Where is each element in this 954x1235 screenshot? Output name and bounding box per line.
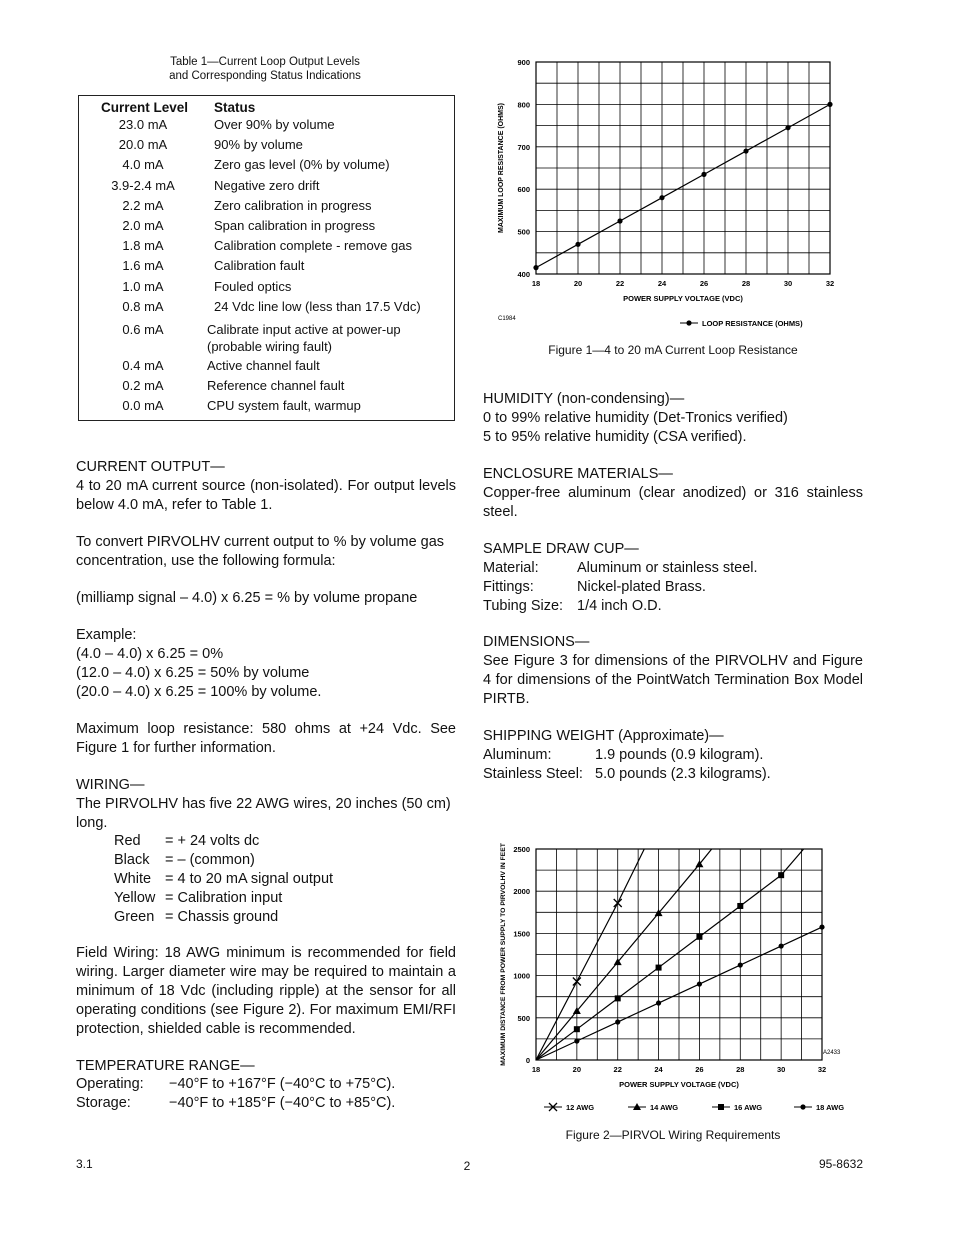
x-axis-label: POWER SUPPLY VOLTAGE (VDC) [619, 1080, 739, 1089]
temp-storage-value: −40°F to +185°F (−40°C to +85°C). [169, 1095, 396, 1111]
current-level-cell: 1.8 mA [122, 238, 164, 253]
data-point [697, 981, 702, 986]
x-tick-label: 22 [613, 1065, 622, 1074]
wire-color: Red [114, 833, 141, 849]
data-point [737, 903, 743, 909]
y-tick-label: 400 [517, 270, 530, 279]
current-level-cell: 20.0 mA [118, 137, 168, 152]
example-heading: Example: [76, 627, 137, 643]
example-3: (20.0 – 4.0) x 6.25 = 100% by volume. [76, 684, 322, 700]
wiring-heading: WIRING— [76, 777, 145, 793]
data-point [743, 148, 748, 153]
formula-text: (milliamp signal – 4.0) x 6.25 = % by volume propane [76, 590, 418, 606]
y-tick-label: 500 [517, 1013, 530, 1023]
example-1: (4.0 – 4.0) x 6.25 = 0% [76, 646, 224, 662]
spec-value: 5.0 pounds (2.3 kilograms). [595, 766, 771, 782]
data-point [827, 102, 832, 107]
status-cell: Span calibration in progress [214, 218, 376, 233]
status-cell: Zero calibration in progress [214, 198, 372, 213]
data-point [738, 962, 743, 967]
x-tick-label: 28 [736, 1065, 745, 1074]
y-tick-label: 2000 [513, 887, 530, 897]
data-point [615, 1019, 620, 1024]
wire-description: = 4 to 20 mA signal output [165, 871, 334, 887]
x-tick-label: 20 [572, 1065, 582, 1074]
current-level-cell: 23.0 mA [118, 117, 168, 132]
spec-label: Fittings: [483, 579, 534, 595]
humidity-line-2: 5 to 95% relative humidity (CSA verified). [483, 429, 747, 445]
footer-page-number: 2 [463, 1159, 471, 1173]
spec-value: 1/4 inch O.D. [577, 598, 662, 614]
current-output-heading: CURRENT OUTPUT— [76, 459, 225, 475]
wire-description: = + 24 volts dc [165, 833, 260, 849]
spec-value: Nickel-plated Brass. [577, 579, 706, 595]
y-axis-label: MAXIMUM DISTANCE FROM POWER SUPPLY TO PIRVOLHV IN FEET [500, 843, 507, 1066]
temp-operating-value: −40°F to +167°F (−40°C to +75°C). [169, 1076, 396, 1092]
data-point [656, 965, 662, 971]
y-tick-label: 0 [525, 1056, 530, 1065]
y-tick-label: 1500 [513, 929, 530, 939]
x-tick-label: 26 [695, 1065, 704, 1074]
spec-label: Tubing Size: [483, 598, 564, 614]
current-level-cell: 2.0 mA [122, 218, 164, 233]
x-tick-label: 18 [531, 279, 541, 288]
temp-storage-label: Storage: [76, 1095, 131, 1111]
dimensions-heading: DIMENSIONS— [483, 634, 590, 650]
status-cell: Calibration complete - remove gas [214, 238, 412, 253]
legend-item [680, 319, 803, 328]
status-cell: Fouled optics [214, 279, 292, 294]
sample-cup-heading: SAMPLE DRAW CUP— [483, 541, 639, 557]
status-cell: Calibrate input active at power-up [207, 322, 401, 337]
x-tick-label: 28 [741, 279, 751, 288]
wire-description: = Chassis ground [165, 909, 279, 925]
humidity-line-1: 0 to 99% relative humidity (Det-Tronics verified) [483, 410, 788, 426]
footer-document-number: 95-8632 [818, 1157, 863, 1171]
y-tick-label: 900 [517, 58, 530, 67]
data-point [574, 1038, 579, 1043]
legend-label: 16 AWG [734, 1103, 763, 1112]
temp-operating-label: Operating: [76, 1076, 144, 1092]
status-cell: CPU system fault, warmup [207, 398, 361, 413]
wire-color: Green [114, 909, 155, 925]
status-cell: Zero gas level (0% by volume) [214, 157, 390, 172]
status-cell: Active channel fault [207, 358, 320, 373]
current-level-cell: 0.4 mA [122, 358, 164, 373]
field-wiring-text: Field Wiring: 18 AWG minimum is recommended for field wiring. Larger diameter wire may be required to maintain a minimum of 18 Vdc (including ripple) at the sensor for all operating conditions (see Figure 2). For maximum EMI/RFI protection, shielded cable is recommended. [76, 945, 456, 1037]
status-cell: Reference channel fault [207, 378, 345, 393]
table1-header-status: Status [214, 100, 256, 115]
shipping-heading: SHIPPING WEIGHT (Approximate)— [483, 728, 724, 744]
chart-grid [536, 62, 830, 274]
y-axis-label: MAXIMUM LOOP RESISTANCE (OHMS) [498, 102, 505, 234]
data-point [778, 872, 784, 878]
wire-color: Yellow [114, 890, 156, 906]
x-tick-label: 30 [783, 279, 793, 288]
status-cell: Over 90% by volume [214, 117, 335, 132]
data-point [785, 125, 790, 130]
max-loop-text: Maximum loop resistance: 580 ohms at +24 Vdc. See Figure 1 for further information. [76, 721, 456, 756]
data-point [617, 218, 622, 223]
y-tick-label: 600 [517, 185, 530, 195]
x-tick-label: 30 [776, 1065, 786, 1074]
footer-revision: 3.1 [76, 1157, 93, 1171]
spec-label: Stainless Steel: [483, 766, 583, 782]
current-level-cell: 1.0 mA [122, 279, 164, 294]
legend-marker [686, 320, 691, 325]
current-level-cell: 0.6 mA [122, 322, 164, 337]
current-level-cell: 0.2 mA [122, 378, 164, 393]
status-cell-continued: (probable wiring fault) [207, 339, 333, 354]
table1-header-level: Current Level [101, 100, 189, 115]
wire-description: = Calibration input [165, 890, 283, 906]
y-tick-label: 2500 [513, 845, 530, 854]
example-2: (12.0 – 4.0) x 6.25 = 50% by volume [76, 665, 310, 681]
x-tick-label: 22 [615, 279, 625, 288]
enclosure-text: Copper-free aluminum (clear anodized) or 316 stainless steel. [483, 485, 863, 520]
data-point [659, 195, 664, 200]
data-point [575, 242, 580, 247]
y-tick-label: 1000 [513, 971, 530, 981]
status-cell: Negative zero drift [214, 178, 320, 193]
legend-label: LOOP RESISTANCE (OHMS) [702, 319, 803, 328]
data-point [656, 1000, 661, 1005]
table1-caption-line2: and Corresponding Status Indications [169, 70, 361, 82]
legend-label: 14 AWG [650, 1103, 679, 1112]
current-level-cell: 2.2 mA [122, 198, 164, 213]
current-level-cell: 0.8 mA [122, 299, 164, 314]
legend-item [628, 1103, 678, 1112]
spec-label: Aluminum: [483, 747, 552, 763]
x-tick-label: 32 [825, 279, 835, 288]
figure1-caption: Figure 1—4 to 20 mA Current Loop Resistance [548, 343, 798, 357]
current-level-cell: 4.0 mA [122, 157, 164, 172]
status-cell: 24 Vdc line low (less than 17.5 Vdc) [214, 299, 421, 314]
spec-value: 1.9 pounds (0.9 kilogram). [595, 747, 764, 763]
current-level-cell: 0.0 mA [122, 398, 164, 413]
current-level-cell: 1.6 mA [122, 258, 164, 273]
legend-item [794, 1103, 844, 1112]
table1-caption-line1: Table 1—Current Loop Output Levels [170, 56, 360, 68]
figure1-chart [483, 52, 863, 337]
legend-item [544, 1103, 594, 1112]
data-point [701, 172, 706, 177]
data-point [696, 934, 702, 940]
data-point [615, 995, 621, 1001]
x-tick-label: 26 [699, 279, 709, 288]
y-tick-label: 500 [517, 227, 530, 237]
y-tick-label: 700 [517, 142, 530, 152]
legend-label: 18 AWG [816, 1103, 845, 1112]
legend-item [712, 1103, 762, 1112]
figure-code: C1984 [498, 316, 516, 322]
table1 [78, 95, 455, 421]
dimensions-text: See Figure 3 for dimensions of the PIRVOLHV and Figure 4 for dimensions of the PointWatch Termination Box Model PIRTB. [483, 653, 863, 707]
data-point [574, 1026, 580, 1032]
data-point [819, 924, 824, 929]
temperature-heading: TEMPERATURE RANGE— [76, 1058, 255, 1074]
figure2-caption: Figure 2—PIRVOL Wiring Requirements [565, 1128, 781, 1142]
x-tick-label: 24 [657, 279, 667, 288]
x-tick-label: 24 [654, 1065, 663, 1074]
convert-text: To convert PIRVOLHV current output to % by volume gas concentration, use the following formula: [76, 534, 445, 569]
spec-label: Material: [483, 560, 539, 576]
humidity-heading: HUMIDITY (non-condensing)— [483, 391, 685, 407]
wire-color: White [114, 871, 152, 887]
wire-description: = – (common) [165, 852, 255, 868]
x-tick-label: 20 [573, 279, 583, 288]
x-tick-label: 18 [531, 1065, 541, 1074]
data-point [533, 265, 538, 270]
wiring-text: The PIRVOLHV has five 22 AWG wires, 20 inches (50 cm) long. [76, 796, 451, 831]
enclosure-heading: ENCLOSURE MATERIALS— [483, 466, 673, 482]
figure2-chart [483, 812, 863, 1122]
status-cell: Calibration fault [214, 258, 305, 273]
x-axis-label: POWER SUPPLY VOLTAGE (VDC) [623, 294, 743, 303]
table1-caption [100, 55, 430, 83]
current-output-text: 4 to 20 mA current source (non-isolated). For output levels below 4.0 mA, refer to Table 1. [76, 478, 456, 513]
legend-label: 12 AWG [566, 1103, 595, 1112]
figure-code: A2433 [823, 1050, 841, 1056]
legend-marker [800, 1104, 805, 1109]
wire-color: Black [114, 852, 150, 868]
y-tick-label: 800 [517, 100, 530, 110]
legend-marker [718, 1104, 724, 1110]
status-cell: 90% by volume [214, 137, 303, 152]
spec-value: Aluminum or stainless steel. [577, 560, 758, 576]
data-point [779, 943, 784, 948]
x-tick-label: 32 [817, 1065, 827, 1074]
current-level-cell: 3.9-2.4 mA [111, 178, 175, 193]
